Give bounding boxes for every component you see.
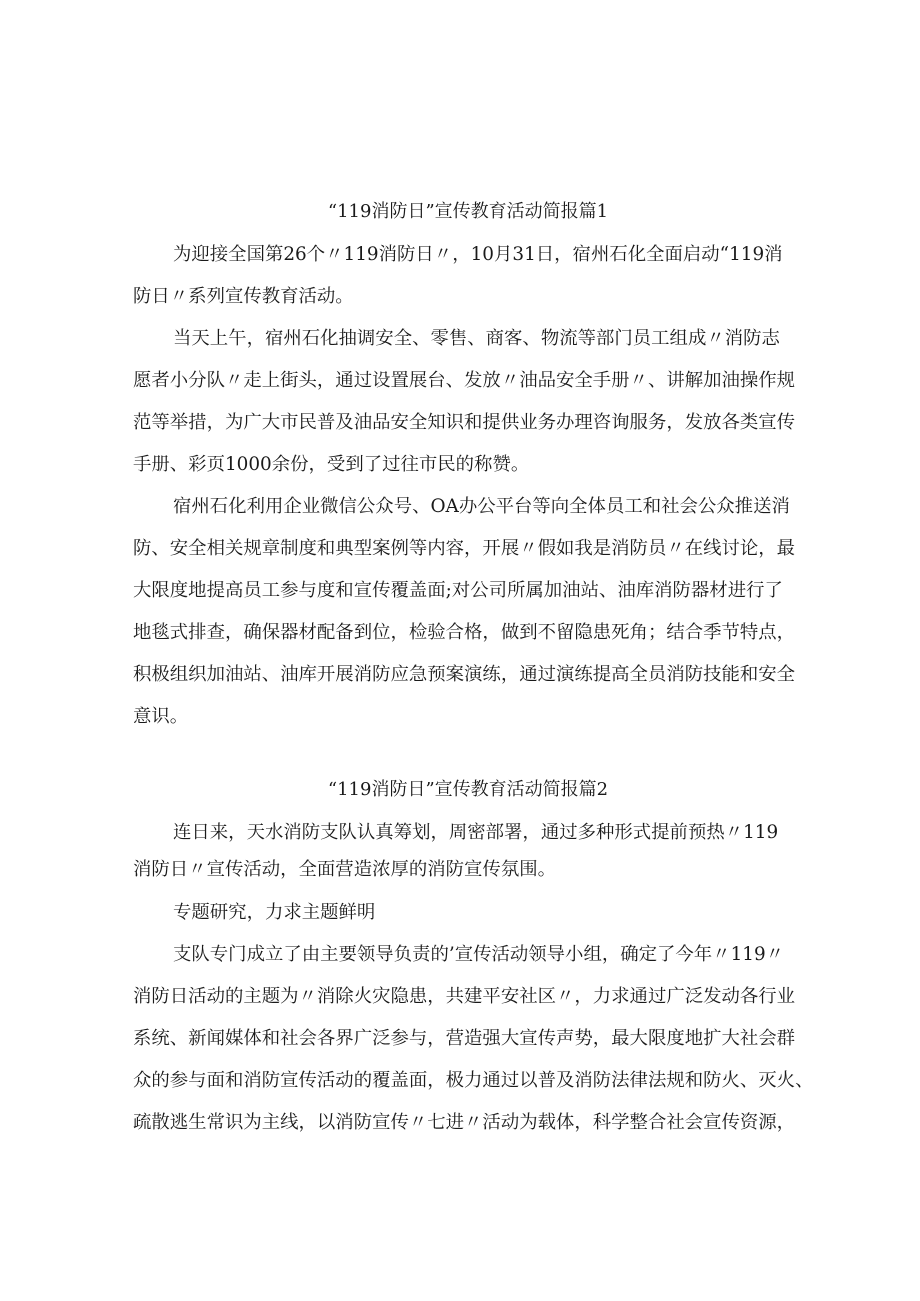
paragraph-line: 范等举措，为广大市民普及油品安全知识和提供业务办理咨询服务，发放各类宣传	[133, 412, 796, 433]
paragraph-line: 地毯式排查，确保器材配备到位，检验合格，做到不留隐患死角；结合季节特点，	[133, 622, 796, 643]
paragraph-heading: 专题研究，力求主题鲜明	[173, 902, 376, 923]
paragraph-line: 为迎接全国第26个〃119消防日〃，10月31日，宿州石化全面启动“119消	[173, 244, 783, 265]
paragraph-line: 积极组织加油站、油库开展消防应急预案演练，通过演练提高全员消防技能和安全	[133, 664, 796, 685]
paragraph-line: 大限度地提高员工参与度和宣传覆盖面;对公司所属加油站、油库消防器材进行了	[133, 580, 783, 601]
section-title-2: “119消防日”宣传教育活动简报篇2	[327, 779, 609, 800]
paragraph-line: 意识。	[133, 706, 189, 727]
paragraph-line: 防日〃系列宣传教育活动。	[133, 286, 354, 307]
paragraph-line: 宿州石化利用企业微信公众号、OA办公平台等向全体员工和社会公众推送消	[173, 496, 790, 517]
paragraph-line: 手册、彩页1000余份，受到了过往市民的称赞。	[133, 454, 530, 475]
paragraph-line: 系统、新闻媒体和社会各界广泛参与，营造强大宣传声势，最大限度地扩大社会群	[133, 1028, 796, 1049]
paragraph-line: 连日来，天水消防支队认真筹划，周密部署，通过多种形式提前预热〃119	[173, 822, 779, 843]
paragraph-line: 消防日活动的主题为〃消除火灾隐患，共建平安社区〃，力求通过广泛发动各行业	[133, 986, 796, 1007]
paragraph-line: 众的参与面和消防宣传活动的覆盖面，极力通过以普及消防法律法规和防火、灭火、	[133, 1070, 814, 1091]
paragraph-line: 愿者小分队〃走上街头，通过设置展台、发放〃油品安全手册〃、讲解加油操作规	[133, 370, 796, 391]
section-title-1: “119消防日”宣传教育活动简报篇1	[327, 201, 609, 222]
paragraph-line: 消防日〃宣传活动，全面营造浓厚的消防宣传氛围。	[133, 859, 556, 880]
paragraph-line: 疏散逃生常识为主线，以消防宣传〃七进〃活动为载体，科学整合社会宣传资源，	[133, 1112, 796, 1133]
paragraph-line: 当天上午，宿州石化抽调安全、零售、商客、物流等部门员工组成〃消防志	[173, 328, 780, 349]
paragraph-line: 支队专门成立了由主要领导负责的’宣传活动领导小组，确定了今年〃119〃	[173, 944, 785, 965]
paragraph-line: 防、安全相关规章制度和典型案例等内容，开展〃假如我是消防员〃在线讨论，最	[133, 538, 796, 559]
